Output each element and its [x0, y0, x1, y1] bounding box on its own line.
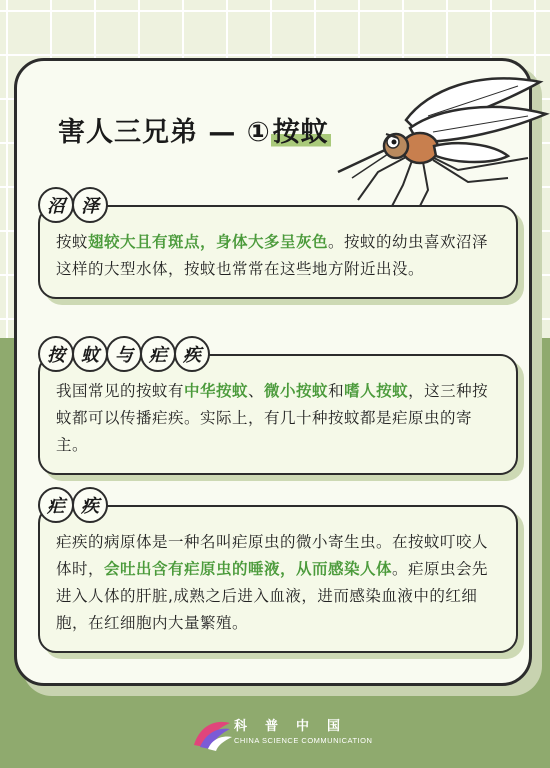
tag-char: 疟 [38, 487, 74, 523]
footer-brand [190, 715, 380, 751]
section-marsh-tags [38, 187, 106, 223]
footer-cn-text: 科普中国 [234, 719, 359, 734]
section-anopheles-malaria-text: 我国常见的按蚊有中华按蚊、微小按蚊和嗜人按蚊，这三种按蚊都可以传播疟疾。实际上，有几十种按蚊都是疟原虫的寄主。 [56, 382, 489, 454]
section-anopheles-malaria-tags [38, 336, 208, 372]
mosquito-illustration [318, 60, 550, 210]
tag-char: 蚊 [72, 336, 108, 372]
footer-en-text: CHINA SCIENCE COMMUNICATION [234, 736, 373, 745]
science-communication-logo [190, 715, 234, 751]
section-anopheles-malaria-box [38, 354, 518, 475]
tag-char: 疟 [140, 336, 176, 372]
section-malaria [38, 496, 518, 653]
tag-char: 疾 [72, 487, 108, 523]
page-title [58, 110, 331, 149]
tag-char: 沼 [38, 187, 74, 223]
tag-char: 按 [38, 336, 74, 372]
title-prefix: 害人三兄弟 — ① [58, 117, 271, 148]
tag-char: 泽 [72, 187, 108, 223]
section-malaria-box [38, 505, 518, 653]
section-marsh-text: 按蚊翅较大且有斑点，身体大多呈灰色。按蚊的幼虫喜欢沼泽这样的大型水体，按蚊也常常在这些地方附近出没。 [56, 233, 489, 278]
section-marsh [38, 196, 518, 299]
section-malaria-text: 疟疾的病原体是一种名叫疟原虫的微小寄生虫。在按蚊叮咬人体时，会吐出含有疟原虫的唾液，从而感染人体。疟原虫会先进入人体的肝脏,成熟之后进入血液，进而感染血液中的红细胞，在红细胞内大量繁殖。 [56, 533, 489, 632]
tag-char: 与 [106, 336, 142, 372]
section-anopheles-malaria [38, 345, 518, 475]
tag-char: 疾 [174, 336, 210, 372]
section-marsh-box [38, 205, 518, 299]
title-highlight: 按蚊 [272, 117, 329, 148]
section-malaria-tags [38, 487, 106, 523]
